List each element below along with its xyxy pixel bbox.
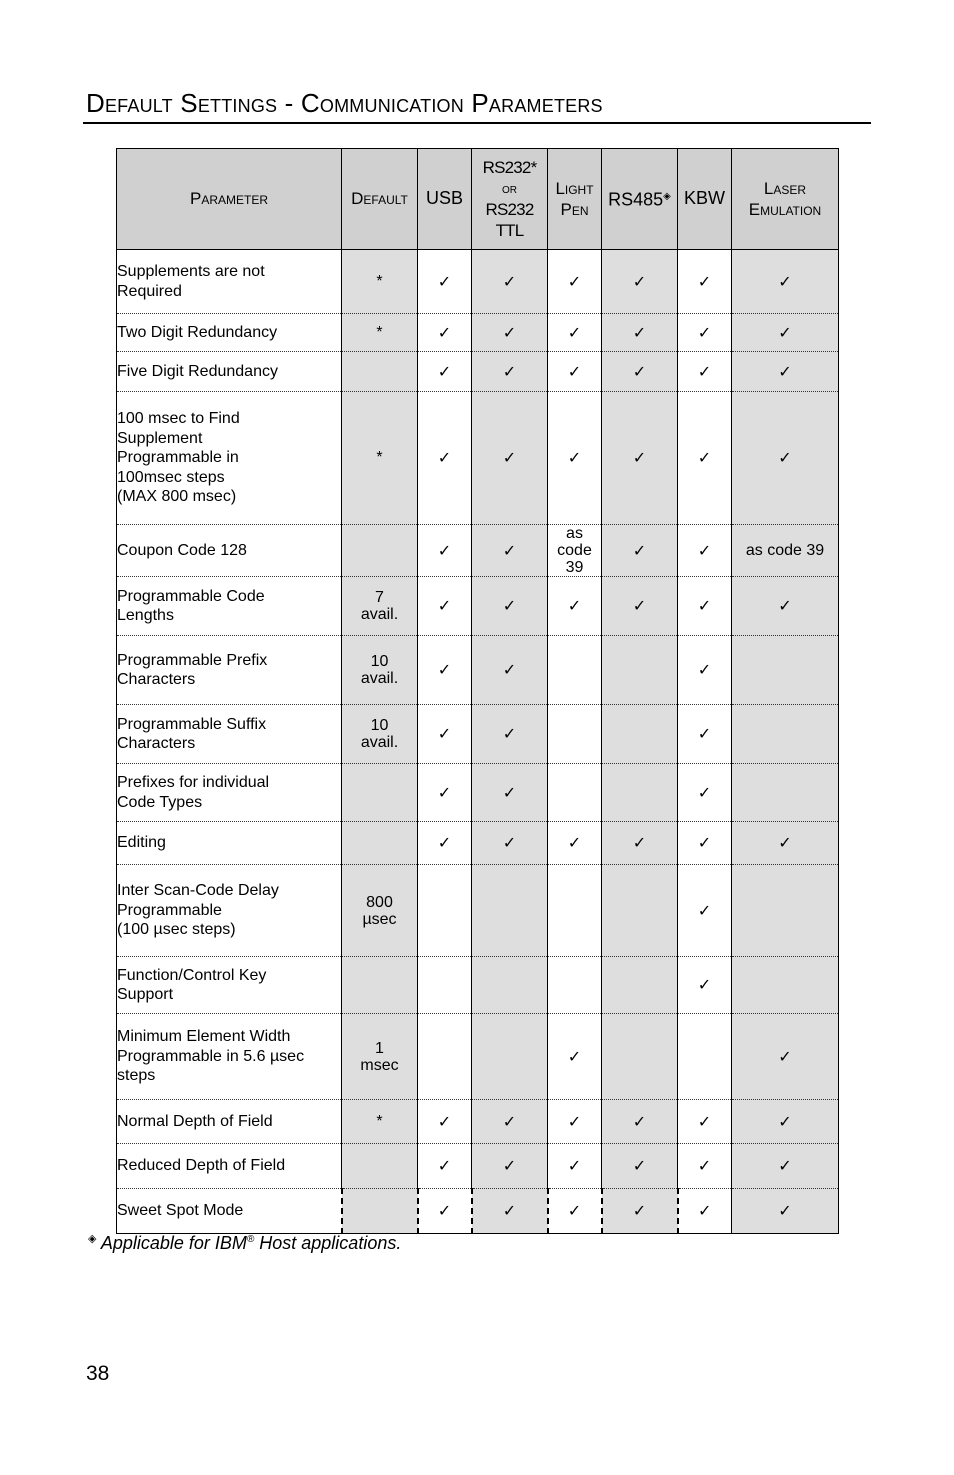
cell-rs485-check: ✓ — [602, 314, 678, 352]
cell-kbw-check: ✓ — [678, 1100, 732, 1144]
cell-usb-check: ✓ — [418, 392, 472, 525]
parameter-name: 100 msec to Find Supplement Programmable in 100msec steps (MAX 800 msec) — [117, 392, 342, 525]
cell-default — [342, 1144, 418, 1189]
cell-rs485-check: ✓ — [602, 1144, 678, 1189]
cell-default: 1 msec — [342, 1014, 418, 1100]
parameter-name: Coupon Code 128 — [117, 525, 342, 577]
cell-rs485 — [602, 764, 678, 822]
cell-lp-check: ✓ — [548, 1189, 602, 1234]
cell-usb-check: ✓ — [418, 250, 472, 314]
cell-default — [342, 352, 418, 392]
cell-default: 800 µsec — [342, 865, 418, 957]
cell-usb-check: ✓ — [418, 1144, 472, 1189]
header-parameter: Parameter — [117, 149, 342, 250]
table-row — [117, 314, 839, 352]
parameter-name: Sweet Spot Mode — [117, 1189, 342, 1234]
cell-laser — [732, 636, 839, 705]
cell-rs485-check: ✓ — [602, 525, 678, 577]
cell-lp-check: ✓ — [548, 1144, 602, 1189]
title-rule — [83, 122, 871, 124]
parameter-name: Reduced Depth of Field — [117, 1144, 342, 1189]
cell-rs232-check: ✓ — [472, 314, 548, 352]
page-title: Default Settings - Communication Parameters — [86, 88, 603, 118]
cell-rs485-check: ✓ — [602, 577, 678, 636]
cell-rs232-check: ✓ — [472, 636, 548, 705]
header-usb: USB — [418, 149, 472, 250]
cell-kbw-check: ✓ — [678, 392, 732, 525]
cell-lp — [548, 636, 602, 705]
cell-laser-check: ✓ — [732, 577, 839, 636]
cell-lp — [548, 865, 602, 957]
cell-laser — [732, 764, 839, 822]
ibm-diamond-icon: ◈ — [88, 1233, 97, 1245]
table-row — [117, 636, 839, 705]
table-row — [117, 250, 839, 314]
cell-laser — [732, 957, 839, 1014]
header-default: Default — [342, 149, 418, 250]
cell-lp-check: ✓ — [548, 392, 602, 525]
cell-rs232 — [472, 865, 548, 957]
cell-usb-check: ✓ — [418, 822, 472, 865]
table-row — [117, 957, 839, 1014]
cell-rs232-check: ✓ — [472, 392, 548, 525]
cell-kbw-check: ✓ — [678, 314, 732, 352]
header-light-pen: Light Pen — [548, 149, 602, 250]
table-row — [117, 525, 839, 577]
cell-rs485-check: ✓ — [602, 822, 678, 865]
parameter-name: Supplements are not Required — [117, 250, 342, 314]
cell-lp-check: ✓ — [548, 822, 602, 865]
cell-lp — [548, 957, 602, 1014]
cell-usb — [418, 1014, 472, 1100]
cell-rs232-check: ✓ — [472, 1189, 548, 1234]
cell-kbw-check: ✓ — [678, 352, 732, 392]
cell-default: 10 avail. — [342, 705, 418, 764]
cell-default: 7 avail. — [342, 577, 418, 636]
cell-rs232-check: ✓ — [472, 352, 548, 392]
cell-lp-check: ✓ — [548, 250, 602, 314]
table-row — [117, 352, 839, 392]
parameter-name: Function/Control Key Support — [117, 957, 342, 1014]
header-kbw: KBW — [678, 149, 732, 250]
cell-lp-check: ✓ — [548, 577, 602, 636]
cell-usb-check: ✓ — [418, 577, 472, 636]
cell-laser-check: ✓ — [732, 1100, 839, 1144]
parameter-name: Programmable Code Lengths — [117, 577, 342, 636]
cell-usb-check: ✓ — [418, 525, 472, 577]
table-row — [117, 705, 839, 764]
parameter-name: Programmable Suffix Characters — [117, 705, 342, 764]
cell-kbw-check: ✓ — [678, 577, 732, 636]
cell-laser-check: ✓ — [732, 352, 839, 392]
table-row — [117, 1189, 839, 1234]
cell-usb-check: ✓ — [418, 705, 472, 764]
table-row — [117, 764, 839, 822]
parameter-name: Programmable Prefix Characters — [117, 636, 342, 705]
cell-usb-check: ✓ — [418, 314, 472, 352]
cell-rs485-check: ✓ — [602, 250, 678, 314]
cell-default — [342, 1189, 418, 1234]
cell-rs485 — [602, 1014, 678, 1100]
table-row — [117, 577, 839, 636]
cell-kbw-check: ✓ — [678, 957, 732, 1014]
cell-default: * — [342, 250, 418, 314]
cell-kbw-check: ✓ — [678, 1144, 732, 1189]
cell-lp-check: ✓ — [548, 314, 602, 352]
table-row — [117, 392, 839, 525]
cell-usb-check: ✓ — [418, 636, 472, 705]
cell-kbw-check: ✓ — [678, 764, 732, 822]
table-row — [117, 1100, 839, 1144]
header-rs485: RS485◈ — [602, 149, 678, 250]
cell-usb-check: ✓ — [418, 1189, 472, 1234]
cell-kbw-check: ✓ — [678, 250, 732, 314]
cell-laser — [732, 865, 839, 957]
cell-rs232-check: ✓ — [472, 705, 548, 764]
cell-lp-check: ✓ — [548, 1100, 602, 1144]
cell-usb-check: ✓ — [418, 352, 472, 392]
table-row — [117, 865, 839, 957]
cell-laser-check: ✓ — [732, 250, 839, 314]
cell-default — [342, 525, 418, 577]
cell-rs485 — [602, 865, 678, 957]
cell-default: 10 avail. — [342, 636, 418, 705]
cell-rs485-check: ✓ — [602, 352, 678, 392]
cell-kbw-check: ✓ — [678, 525, 732, 577]
ibm-diamond-icon: ◈ — [663, 191, 671, 203]
cell-rs485-check: ✓ — [602, 1100, 678, 1144]
header-rs232: RS232* or RS232 TTL — [472, 149, 548, 250]
parameter-name: Five Digit Redundancy — [117, 352, 342, 392]
cell-kbw-check: ✓ — [678, 705, 732, 764]
cell-rs232-check: ✓ — [472, 250, 548, 314]
cell-laser-check: ✓ — [732, 392, 839, 525]
cell-default: * — [342, 314, 418, 352]
cell-laser-check: ✓ — [732, 1014, 839, 1100]
page-number: 38 — [86, 1362, 110, 1385]
parameter-name: Normal Depth of Field — [117, 1100, 342, 1144]
parameter-name: Prefixes for individual Code Types — [117, 764, 342, 822]
cell-laser — [732, 705, 839, 764]
cell-rs232-check: ✓ — [472, 1100, 548, 1144]
header-row — [117, 149, 839, 250]
cell-rs485 — [602, 636, 678, 705]
cell-default — [342, 764, 418, 822]
cell-default: * — [342, 1100, 418, 1144]
footnote: ◈ Applicable for IBM® Host applications. — [88, 1233, 402, 1253]
cell-lp: as code 39 — [548, 525, 602, 577]
cell-rs232 — [472, 1014, 548, 1100]
cell-lp — [548, 705, 602, 764]
table-row — [117, 1144, 839, 1189]
cell-kbw-check: ✓ — [678, 865, 732, 957]
table-row — [117, 822, 839, 865]
table-row — [117, 1014, 839, 1100]
cell-laser: as code 39 — [732, 525, 839, 577]
cell-kbw-check: ✓ — [678, 1189, 732, 1234]
parameter-name: Minimum Element Width Programmable in 5.6 µsec steps — [117, 1014, 342, 1100]
cell-lp-check: ✓ — [548, 1014, 602, 1100]
cell-rs232-check: ✓ — [472, 525, 548, 577]
cell-rs485 — [602, 957, 678, 1014]
cell-usb-check: ✓ — [418, 764, 472, 822]
cell-usb — [418, 865, 472, 957]
communication-parameters-table — [116, 148, 839, 1234]
cell-rs232-check: ✓ — [472, 764, 548, 822]
cell-kbw-check: ✓ — [678, 822, 732, 865]
cell-laser-check: ✓ — [732, 314, 839, 352]
cell-laser-check: ✓ — [732, 1189, 839, 1234]
cell-laser-check: ✓ — [732, 822, 839, 865]
cell-usb — [418, 957, 472, 1014]
cell-rs232-check: ✓ — [472, 577, 548, 636]
cell-rs232-check: ✓ — [472, 1144, 548, 1189]
cell-default — [342, 957, 418, 1014]
parameter-name: Two Digit Redundancy — [117, 314, 342, 352]
cell-laser-check: ✓ — [732, 1144, 839, 1189]
cell-rs232 — [472, 957, 548, 1014]
cell-kbw — [678, 1014, 732, 1100]
cell-default: * — [342, 392, 418, 525]
cell-rs485-check: ✓ — [602, 392, 678, 525]
cell-lp — [548, 764, 602, 822]
parameter-name: Inter Scan-Code Delay Programmable (100 µsec steps) — [117, 865, 342, 957]
header-laser-emulation: Laser Emulation — [732, 149, 839, 250]
parameter-name: Editing — [117, 822, 342, 865]
cell-rs485-check: ✓ — [602, 1189, 678, 1234]
cell-kbw-check: ✓ — [678, 636, 732, 705]
cell-default — [342, 822, 418, 865]
cell-rs485 — [602, 705, 678, 764]
cell-rs232-check: ✓ — [472, 822, 548, 865]
cell-usb-check: ✓ — [418, 1100, 472, 1144]
cell-lp-check: ✓ — [548, 352, 602, 392]
